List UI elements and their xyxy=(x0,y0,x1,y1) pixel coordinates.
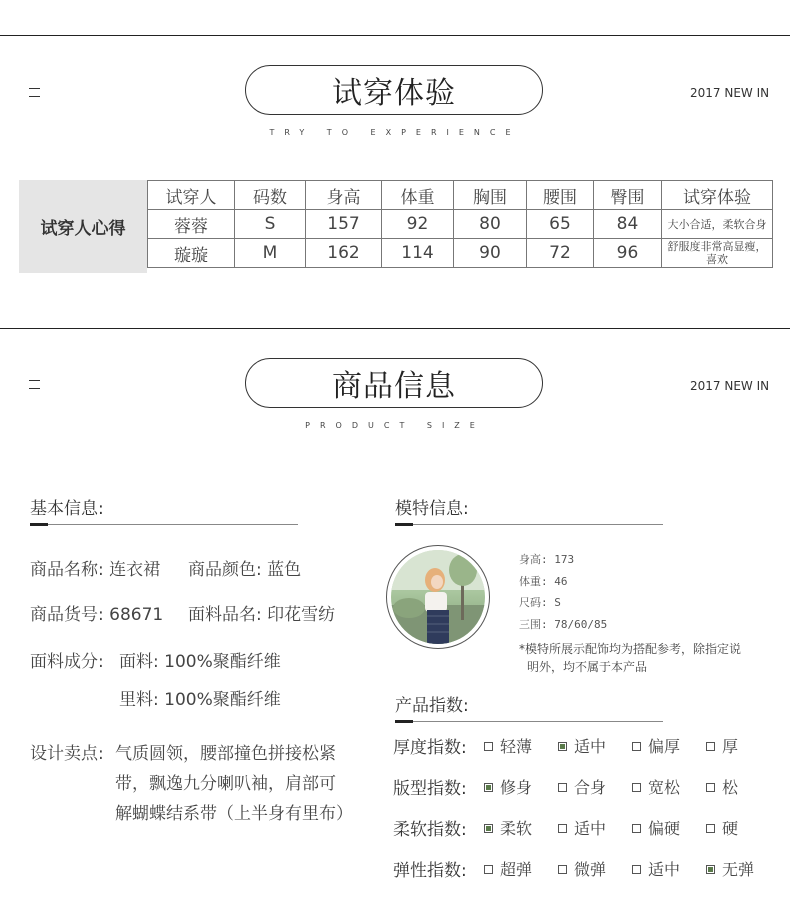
model-weight: 体重: 46 xyxy=(519,575,568,588)
table-cell: M xyxy=(235,239,306,268)
index-label: 柔软指数: xyxy=(393,820,467,840)
table-row xyxy=(148,239,773,268)
model-info-underline xyxy=(395,524,663,525)
index-option-label: 适中 xyxy=(574,737,607,756)
dash-icon xyxy=(29,88,40,97)
index-option-label: 修身 xyxy=(500,778,533,797)
index-option-label: 松 xyxy=(722,778,739,797)
model-avatar xyxy=(386,545,490,649)
index-option-label: 厚 xyxy=(722,737,739,756)
index-option[interactable] xyxy=(558,857,606,880)
checked-box-icon[interactable] xyxy=(706,865,715,874)
checked-box-icon[interactable] xyxy=(484,783,493,792)
index-option[interactable] xyxy=(632,775,680,798)
design-line: 气质圆领，腰部撞色拼接松紧 xyxy=(115,744,336,764)
index-option[interactable] xyxy=(558,734,606,757)
table-header: 胸围 xyxy=(454,181,527,210)
checkbox-icon[interactable] xyxy=(632,742,641,751)
table-cell: 80 xyxy=(454,210,527,239)
model-measurements: 三围: 78/60/85 xyxy=(519,618,608,631)
table-header: 臀围 xyxy=(594,181,662,210)
checkbox-icon[interactable] xyxy=(484,865,493,874)
table-cell: S xyxy=(235,210,306,239)
table-header: 腰围 xyxy=(527,181,594,210)
table-header-row xyxy=(148,181,773,210)
table-header: 码数 xyxy=(235,181,306,210)
model-height: 身高: 173 xyxy=(519,553,575,566)
table-row xyxy=(148,210,773,239)
index-option[interactable] xyxy=(706,816,738,839)
table-cell: 72 xyxy=(527,239,594,268)
basic-info-title: 基本信息: xyxy=(30,499,104,519)
checkbox-icon[interactable] xyxy=(632,865,641,874)
model-size: 尺码: S xyxy=(519,596,561,609)
index-option[interactable] xyxy=(484,816,532,839)
table-cell: 114 xyxy=(382,239,454,268)
section-title-product: 商品信息 xyxy=(245,358,543,408)
new-in-label: 2017 NEW IN xyxy=(690,86,770,100)
model-figure-icon xyxy=(391,550,485,644)
product-sku: 商品货号: 68671 xyxy=(30,605,164,625)
index-label: 弹性指数: xyxy=(393,861,467,881)
checkbox-icon[interactable] xyxy=(632,824,641,833)
index-option-label: 适中 xyxy=(648,860,681,879)
table-cell: 157 xyxy=(306,210,382,239)
table-cell: 162 xyxy=(306,239,382,268)
design-line: 带，飘逸九分喇叭袖，肩部可 xyxy=(115,774,336,794)
checkbox-icon[interactable] xyxy=(706,783,715,792)
index-option-label: 宽松 xyxy=(648,778,681,797)
composition-outer: 面料: 100%聚酯纤维 xyxy=(119,652,281,672)
index-option[interactable] xyxy=(484,775,532,798)
table-cell: 蓉蓉 xyxy=(148,210,235,239)
new-in-label: 2017 NEW IN xyxy=(690,379,770,393)
index-option[interactable] xyxy=(632,816,680,839)
index-option[interactable] xyxy=(632,734,680,757)
index-option[interactable] xyxy=(706,734,738,757)
index-title: 产品指数: xyxy=(395,696,469,716)
design-line: 解蝴蝶结系带（上半身有里布） xyxy=(115,804,353,824)
checkbox-icon[interactable] xyxy=(558,865,567,874)
index-option-label: 超弹 xyxy=(500,860,533,879)
index-option[interactable] xyxy=(706,857,754,880)
index-option-label: 偏厚 xyxy=(648,737,681,756)
model-photo xyxy=(391,550,485,644)
table-cell: 96 xyxy=(594,239,662,268)
section-subtitle-product: PRODUCT SIZE xyxy=(305,421,485,430)
index-option[interactable] xyxy=(558,775,606,798)
index-option-label: 适中 xyxy=(574,819,607,838)
design-label: 设计卖点: xyxy=(30,744,104,764)
composition-label: 面料成分: xyxy=(30,652,104,672)
index-option-label: 合身 xyxy=(574,778,607,797)
model-note xyxy=(519,640,779,676)
table-header: 体重 xyxy=(382,181,454,210)
product-name: 商品名称: 连衣裙 xyxy=(30,560,161,580)
table-cell: 舒服度非常高显瘦，喜欢 xyxy=(662,239,773,268)
index-option[interactable] xyxy=(632,857,680,880)
basic-info-underline xyxy=(30,524,298,525)
table-cell: 大小合适，柔软合身 xyxy=(662,210,773,239)
checkbox-icon[interactable] xyxy=(706,824,715,833)
index-option-label: 微弹 xyxy=(574,860,607,879)
table-cell: 92 xyxy=(382,210,454,239)
index-option[interactable] xyxy=(706,775,738,798)
index-option-label: 偏硬 xyxy=(648,819,681,838)
product-color: 商品颜色: 蓝色 xyxy=(188,560,302,580)
index-label: 厚度指数: xyxy=(393,738,467,758)
table-cell: 90 xyxy=(454,239,527,268)
checkbox-icon[interactable] xyxy=(558,824,567,833)
index-option[interactable] xyxy=(484,734,532,757)
composition-lining: 里料: 100%聚酯纤维 xyxy=(119,690,281,710)
model-note-line: *模特所展示配饰均为搭配参考，除指定说 xyxy=(519,642,742,656)
model-info-title: 模特信息: xyxy=(395,499,469,519)
table-cell: 84 xyxy=(594,210,662,239)
table-header: 身高 xyxy=(306,181,382,210)
table-header: 试穿人 xyxy=(148,181,235,210)
model-note-line: 明外，均不属于本产品 xyxy=(527,660,648,674)
index-option[interactable] xyxy=(484,857,532,880)
index-option-label: 无弹 xyxy=(722,860,755,879)
index-label: 版型指数: xyxy=(393,779,467,799)
index-option[interactable] xyxy=(558,816,606,839)
middle-divider xyxy=(0,328,790,329)
table-cell: 65 xyxy=(527,210,594,239)
top-divider xyxy=(0,35,790,36)
fit-table xyxy=(147,180,773,268)
checked-box-icon[interactable] xyxy=(484,824,493,833)
index-underline xyxy=(395,721,663,722)
fabric-name: 面料品名: 印花雪纺 xyxy=(188,605,336,625)
checkbox-icon[interactable] xyxy=(632,783,641,792)
checkbox-icon[interactable] xyxy=(706,742,715,751)
checkbox-icon[interactable] xyxy=(558,783,567,792)
section-subtitle-fit: TRY TO EXPERIENCE xyxy=(269,128,521,137)
table-cell: 璇璇 xyxy=(148,239,235,268)
checkbox-icon[interactable] xyxy=(484,742,493,751)
checked-box-icon[interactable] xyxy=(558,742,567,751)
table-header: 试穿体验 xyxy=(662,181,773,210)
index-option-label: 轻薄 xyxy=(500,737,533,756)
index-option-label: 柔软 xyxy=(500,819,533,838)
index-option-label: 硬 xyxy=(722,819,739,838)
dash-icon xyxy=(29,380,40,389)
fit-table-label: 试穿人心得 xyxy=(19,180,147,273)
section-title-fit: 试穿体验 xyxy=(245,65,543,115)
